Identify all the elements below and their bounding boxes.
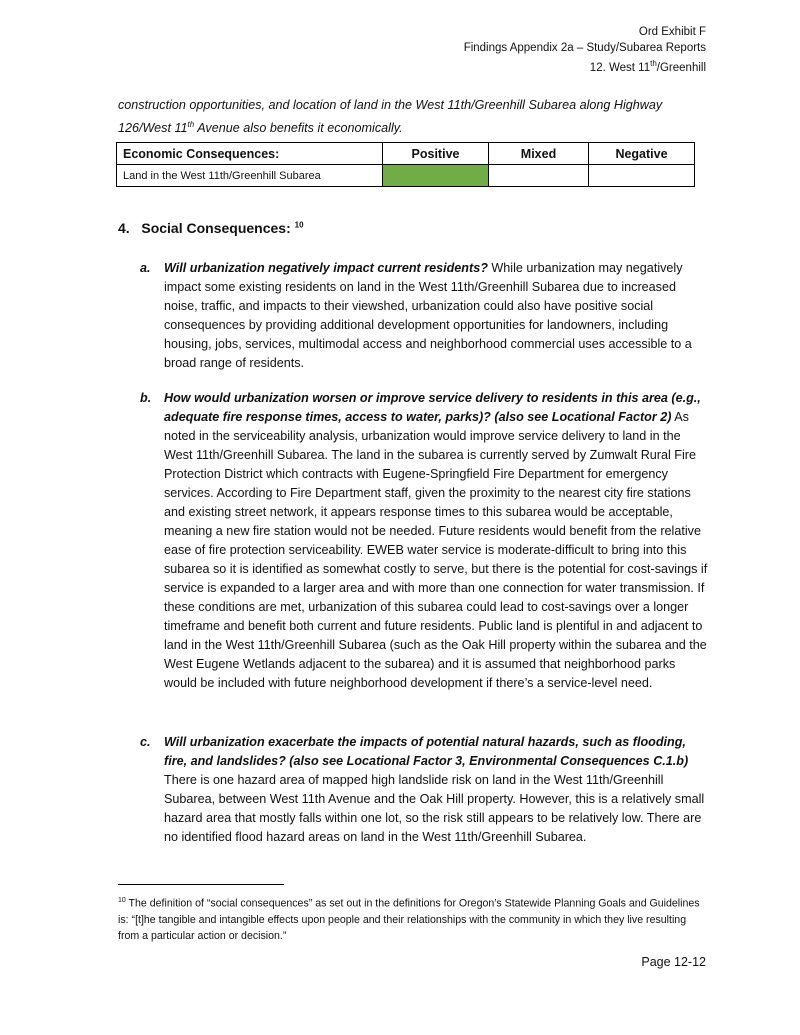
intro-text-end: Avenue also benefits it economically. bbox=[194, 121, 403, 136]
economic-consequences-table bbox=[116, 142, 695, 187]
rating-cell-mixed bbox=[489, 165, 589, 187]
table-row-label: Land in the West 11th/Greenhill Subarea bbox=[117, 165, 383, 187]
footnote-reference[interactable]: 10 bbox=[294, 220, 304, 230]
section-heading bbox=[118, 220, 304, 236]
list-item-a bbox=[140, 259, 710, 373]
section-number: 4. bbox=[118, 220, 130, 236]
list-marker: c. bbox=[140, 735, 151, 749]
intro-text: construction opportunities, and location of land in the West 11th/Greenhill Subarea along Highway 126/West 11 bbox=[118, 98, 663, 136]
list-item-c bbox=[140, 733, 710, 847]
table-header-category: Economic Consequences: bbox=[117, 143, 383, 165]
table-header-negative: Negative bbox=[589, 143, 695, 165]
list-marker: b. bbox=[140, 391, 152, 405]
table-header-row bbox=[117, 143, 695, 165]
header-superscript: th bbox=[650, 59, 657, 68]
footnote-number: 10 bbox=[118, 897, 126, 904]
intro-paragraph bbox=[118, 96, 708, 138]
rating-cell-positive-filled bbox=[383, 165, 489, 187]
footnote bbox=[118, 893, 708, 944]
item-question: How would urbanization worsen or improve service delivery to residents in this area (e.g., adequate fire response times, access to water, parks)? (also see Locational Factor 2) bbox=[164, 391, 701, 424]
table-header-positive: Positive bbox=[383, 143, 489, 165]
intro-superscript: th bbox=[187, 120, 195, 129]
footnote-text: The definition of “social consequences” as set out in the definitions for Oregon’s Statewide Planning Goals and Guidelines is: “[t]he tangible and intangible effects upon people and their relationships with the community in which they live resulting from a particular action or decision.” bbox=[118, 897, 700, 942]
item-text: There is one hazard area of mapped high landslide risk on land in the West 11th/Greenhill Subarea, between West 11th Avenue and the Oak Hill property. However, this is a relatively small hazard area that mostly falls within one lot, so the risk still appears to be relatively low. There are no identified flood hazard areas on land in the West 11th/Greenhill Subarea. bbox=[164, 773, 705, 844]
item-text: As noted in the serviceability analysis, urbanization would improve service delivery to land in the West 11th/Greenhill Subarea. The land in the subarea is currently served by Zumwalt Rural Fire Protection District which contracts with Eugene-Springfield Fire Department for emergency services. According to Fire Department staff, given the proximity to the nearest city fire stations and existing street network, it appears response times to this subarea would be acceptable, meaning a new fire station would not be needed. Future residents would benefit from the relative ease of fire protection serviceability. EWEB water service is moderate-difficult to bring into this subarea so it is identified as somewhat costly to serve, but there is the potential for cost-savings if service is expanded to a larger area and with more than one connection for water transmission. If these conditions are met, urbanization of this subarea could lead to cost-savings over a longer timeframe and benefit both current and future residents. Public land is plentiful in and adjacent to land in the West 11th/Greenhill Subarea (such as the Oak Hill property within the subarea and the West Eugene Wetlands adjacent to the subarea) and it is assumed that neighborhood parks would be included with future neighborhood development if there’s a service-level need. bbox=[164, 410, 708, 690]
list-item-b bbox=[140, 389, 710, 693]
rating-cell-negative bbox=[589, 165, 695, 187]
header-appendix: Findings Appendix 2a – Study/Subarea Reports bbox=[463, 42, 706, 54]
list-marker: a. bbox=[140, 261, 151, 275]
header-exhibit: Ord Exhibit F bbox=[638, 26, 706, 38]
item-text: While urbanization may negatively impact some existing residents on land in the West 11th/Greenhill Subarea due to increased noise, traffic, and impacts to their viewshed, urbanization could also have positive social consequences by providing additional development opportunities for landowners, including housing, jobs, services, multimodal access and neighborhood commercial uses accessible to a broad range of residents. bbox=[164, 261, 692, 370]
item-question: Will urbanization negatively impact current residents? bbox=[164, 261, 488, 275]
table-row bbox=[117, 165, 695, 187]
header-subarea bbox=[464, 56, 706, 76]
table-header-mixed: Mixed bbox=[489, 143, 589, 165]
section-title: Social Consequences: bbox=[141, 220, 291, 236]
page-header bbox=[464, 24, 706, 76]
header-subarea-suffix: /Greenhill bbox=[656, 61, 706, 74]
header-subarea-text: 12. West 11 bbox=[589, 61, 651, 74]
item-question: Will urbanization exacerbate the impacts of potential natural hazards, such as flooding, fire, and landslides? (also see Locational Factor 3, Environmental Consequences C.1.b) bbox=[164, 735, 689, 768]
page-number: Page 12-12 bbox=[641, 955, 706, 969]
footnote-separator bbox=[118, 884, 284, 885]
